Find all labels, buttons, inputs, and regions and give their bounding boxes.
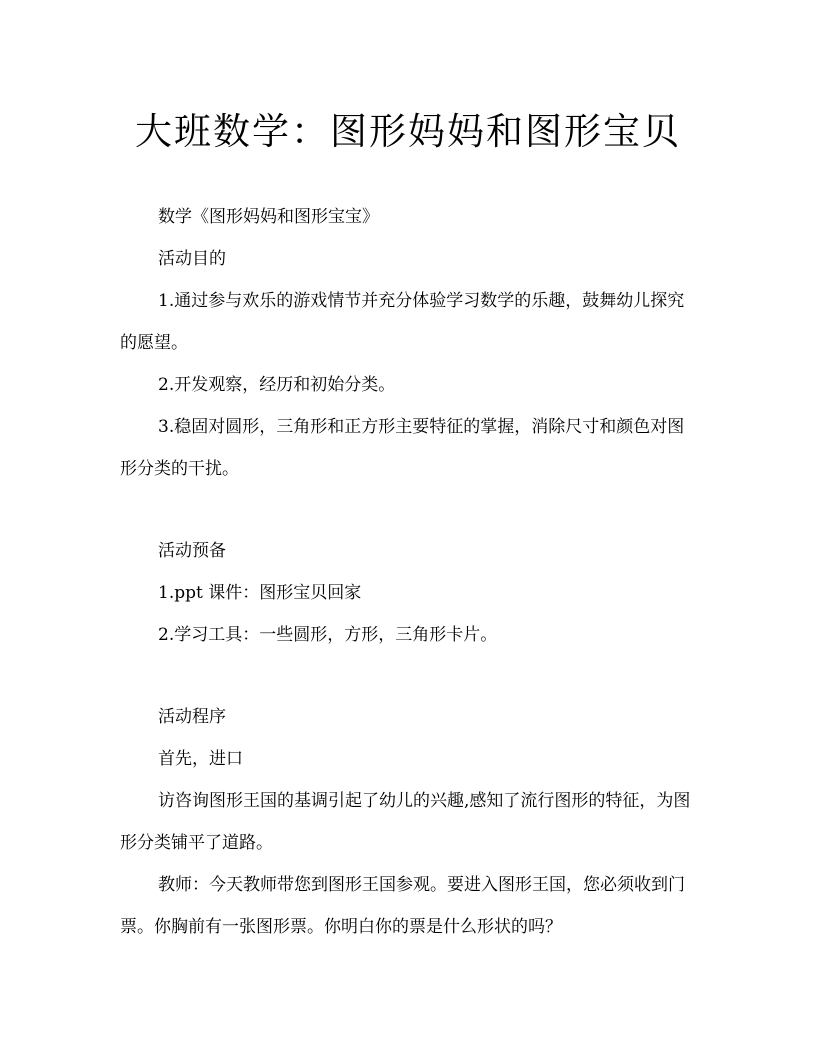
paragraph-preparation-1: 1.ppt 课件：图形宝贝回家: [158, 583, 362, 603]
heading-activity-procedure: 活动程序: [158, 707, 226, 727]
paragraph-teacher-dialogue: 教师：今天教师带您到图形王国参观。要进入图形王国，您必须收到门票。你胸前有一张图形票。你明白你的票是什么形状的吗？: [120, 875, 685, 937]
paragraph-subtitle: 数学《图形妈妈和图形宝宝》: [158, 207, 379, 227]
paragraph-goal-3: 3.稳固对圆形，三角形和正方形主要特征的掌握，消除尺寸和颜色对图形分类的干扰。: [120, 417, 685, 479]
paragraph-goal-2: 2.开发观察，经历和初始分类。: [158, 375, 396, 395]
heading-activity-goals: 活动目的: [158, 249, 226, 269]
paragraph-intro-description: 访咨询图形王国的基调引起了幼儿的兴趣,感知了流行图形的特征，为图形分类铺平了道路。: [120, 791, 691, 853]
document-title: 大班数学：图形妈妈和图形宝贝: [135, 110, 681, 153]
paragraph-goal-1: 1.通过参与欢乐的游戏情节并充分体验学习数学的乐趣，鼓舞幼儿探究的愿望。: [120, 291, 685, 353]
paragraph-preparation-2: 2.学习工具：一些圆形，方形，三角形卡片。: [158, 625, 498, 645]
heading-activity-preparation: 活动预备: [158, 541, 226, 561]
paragraph-step-1: 首先，进口: [158, 749, 243, 769]
